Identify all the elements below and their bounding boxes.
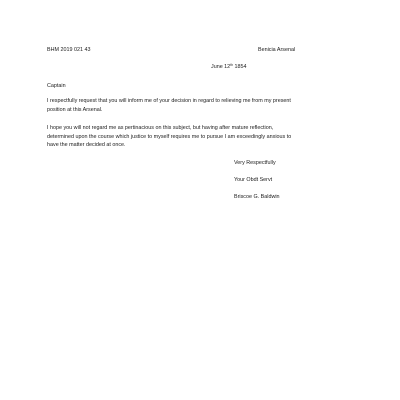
date-ordinal-suffix: th — [230, 63, 234, 67]
paragraph-request — [47, 97, 363, 114]
signature-name: Briscoe G. Baldwin — [234, 194, 280, 200]
reference-number: BHM 2019 021 43 — [47, 47, 91, 53]
letter-date — [211, 64, 247, 71]
salutation: Captain — [47, 83, 66, 89]
letter-location: Benicia Arsenal — [258, 47, 296, 53]
paragraph-line: I respectfully request that you will inform me of your decision in regard to relieving me from my present — [47, 98, 291, 104]
paragraph-line: I hope you will not regard me as pertinacious on this subject, but having after mature reflection, — [47, 125, 274, 131]
closing-servant: Your Obdt Servt — [234, 177, 273, 183]
paragraph-line: have the matter decided at once. — [47, 142, 126, 149]
closing-respectfully: Very Respectfully — [234, 160, 276, 166]
paragraph-explanation — [47, 124, 363, 150]
paragraph-line: determined upon the course which justice to myself requires me to pursue I am exceedingly anxious to — [47, 133, 292, 140]
date-day: June 12 — [211, 64, 231, 70]
paragraph-line: position at this Arsenal. — [47, 106, 103, 113]
date-year: 1854 — [234, 64, 247, 70]
